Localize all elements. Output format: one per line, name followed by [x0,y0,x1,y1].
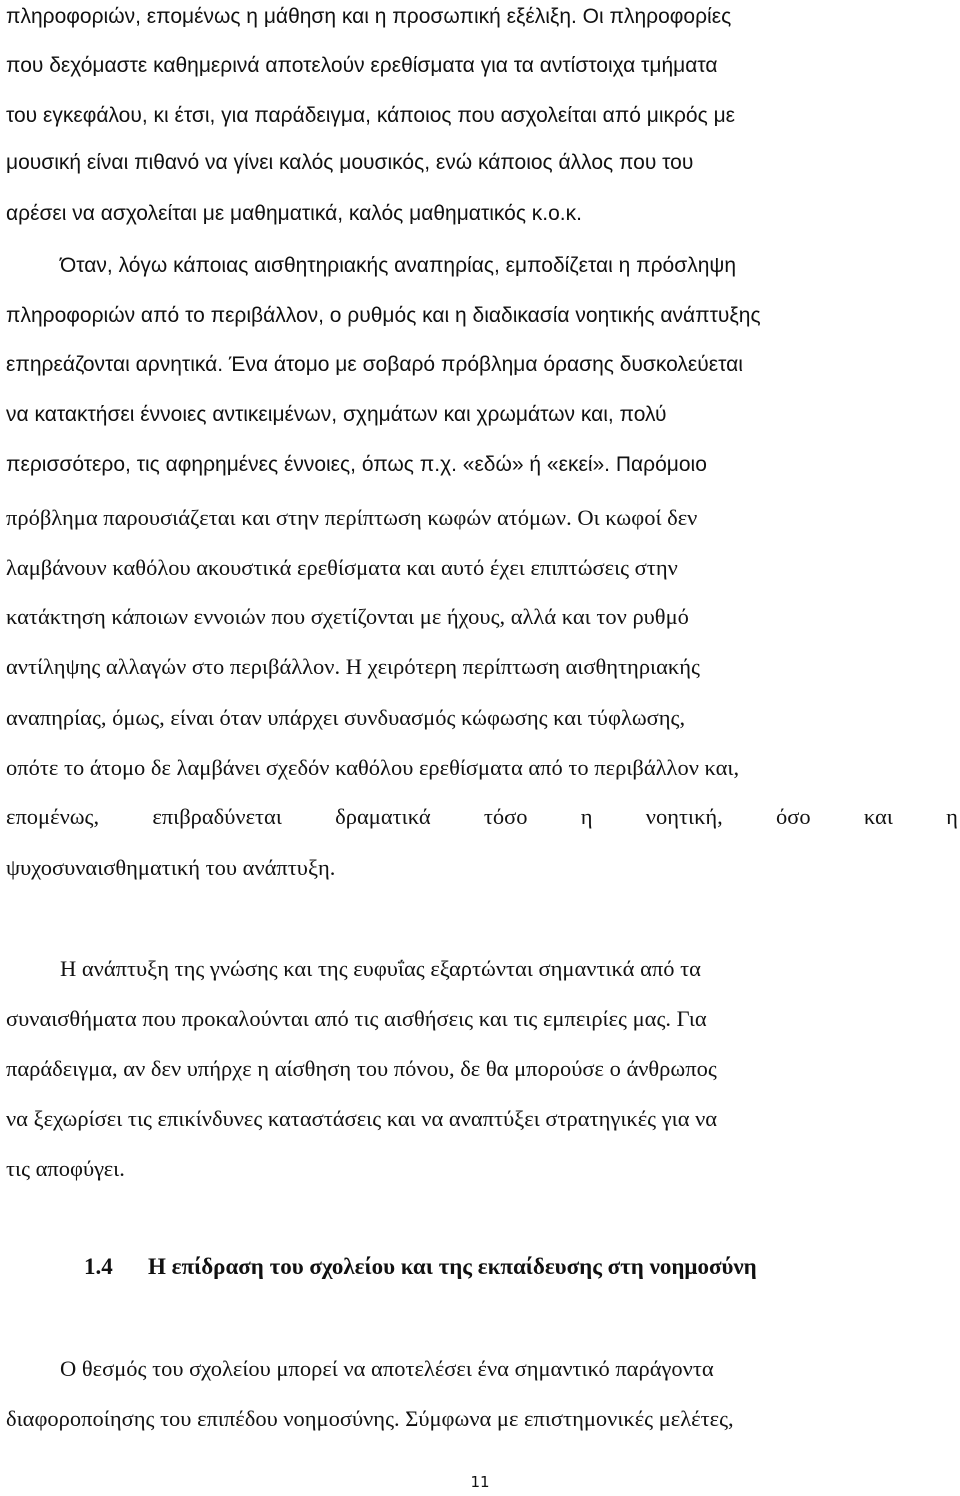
p2-line-8: κατάκτηση κάποιων εννοιών που σχετίζονται με ήχους, αλλά και τον ρυθμό [6,604,689,629]
justified-word: νοητική, [645,804,723,829]
justified-word: επομένως, [6,804,100,829]
document-page [6,0,958,1496]
justified-word: η [580,804,593,829]
p3-line-3: παράδειγμα, αν δεν υπήρχε η αίσθηση του πόνου, δε θα μπορούσε ο άνθρωπος [6,1056,717,1081]
p2-line-1: Όταν, λόγω κάποιας αισθητηριακής αναπηρίας, εμποδίζεται η πρόσληψη [60,254,737,277]
p4-line-2: διαφοροποίησης του επιπέδου νοημοσύνης. Σύμφωνα με επιστημονικές μελέτες, [6,1406,734,1431]
p1-line-3: του εγκεφάλου, κι έτσι, για παράδειγμα, κάποιος που ασχολείται από μικρός με [6,104,736,127]
justified-word: η [946,804,958,829]
section-number: 1.4 [84,1254,113,1279]
justified-word: όσο [776,804,811,829]
p2-line-13: ψυχοσυναισθηματική του ανάπτυξη. [6,855,336,880]
p2-line-7: λαμβάνουν καθόλου ακουστικά ερεθίσματα και αυτό έχει επιπτώσεις στην [6,555,678,580]
p2-line-5: περισσότερο, τις αφηρημένες έννοιες, όπως π.χ. «εδώ» ή «εκεί». Παρόμοιο [6,453,707,476]
p1-line-4: μουσική είναι πιθανό να γίνει καλός μουσικός, ενώ κάποιος άλλος που του [6,151,694,174]
justified-word: και [863,804,893,829]
p2-line-11: οπότε το άτομο δε λαμβάνει σχεδόν καθόλου ερεθίσματα από το περιβάλλον και, [6,755,740,780]
p2-line-10: αναπηρίας, όμως, είναι όταν υπάρχει συνδυασμός κώφωσης και τύφλωσης, [6,705,686,730]
p2-line-3: επηρεάζονται αρνητικά. Ένα άτομο με σοβαρό πρόβλημα όρασης δυσκολεύεται [6,353,743,376]
p2-line-2: πληροφοριών από το περιβάλλον, ο ρυθμός και η διαδικασία νοητικής ανάπτυξης [6,304,761,327]
p2-line-6: πρόβλημα παρουσιάζεται και στην περίπτωση κωφών ατόμων. Οι κωφοί δεν [6,505,698,530]
p3-line-2: συναισθήματα που προκαλούνται από τις αισθήσεις και τις εμπειρίες μας. Για [6,1006,707,1031]
section-title: Η επίδραση του σχολείου και της εκπαίδευσης στη νοημοσύνη [148,1254,757,1279]
p2-line-4: να κατακτήσει έννοιες αντικειμένων, σχημάτων και χρωμάτων και, πολύ [6,403,667,426]
p4-line-1: Ο θεσμός του σχολείου μπορεί να αποτελέσει ένα σημαντικό παράγοντα [60,1356,714,1381]
justified-word: δραματικά [335,804,431,829]
p1-line-5: αρέσει να ασχολείται με μαθηματικά, καλός μαθηματικός κ.ο.κ. [6,202,582,225]
page-number: 11 [470,1473,490,1491]
justified-word: επιβραδύνεται [152,804,282,829]
p3-line-4: να ξεχωρίσει τις επικίνδυνες καταστάσεις και να αναπτύξει στρατηγικές για να [6,1106,718,1131]
p3-line-5: τις αποφύγει. [6,1156,125,1181]
p2-line-12 [6,802,958,832]
p2-line-9: αντίληψης αλλαγών στο περιβάλλον. Η χειρότερη περίπτωση αισθητηριακής [6,654,700,679]
p1-line-1: πληροφοριών, επομένως η μάθηση και η προσωπική εξέλιξη. Οι πληροφορίες [6,5,732,28]
section-heading [84,1250,757,1284]
p1-line-2: που δεχόμαστε καθημερινά αποτελούν ερεθίσματα για τα αντίστοιχα τμήματα [6,54,718,77]
p3-line-1: Η ανάπτυξη της γνώσης και της ευφυΐας εξαρτώνται σημαντικά από τα [60,956,701,981]
justified-word: τόσο [483,804,528,829]
